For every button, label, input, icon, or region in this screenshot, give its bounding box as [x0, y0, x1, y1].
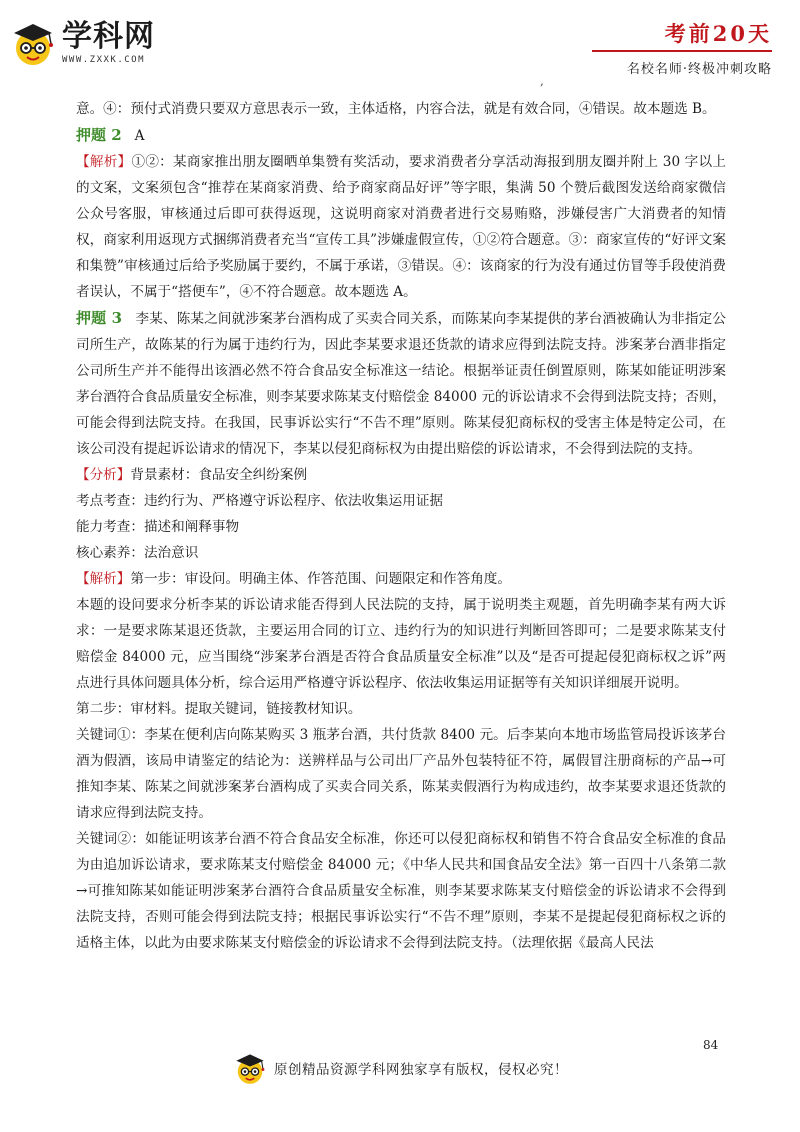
document-body	[76, 96, 726, 956]
logo-name: 学科网	[62, 19, 155, 54]
paragraph: 本题的设问要求分析李某的诉讼请求能否得到人民法院的支持，属于说明类主观题，首先明确李某有两大诉求：一是要求陈某退还货款，主要运用合同的订立、违约行为的知识进行判断回答即可；二是要求陈某支付赔偿金 84000 元，应当围绕“涉案茅台酒是否符合食品质量安全标准”以及“是否可提起侵犯商标权之诉”两点进行具体问题具体分析，综合运用严格遵守诉讼程序、依法收集运用证据等有关知识详细展开说明。	[76, 597, 726, 691]
paragraph: 关键词①：李某在便利店向陈某购买 3 瓶茅台酒，共付货款 8400 元。后李某向本地市场监管局投诉该茅台酒为假酒，该局申请鉴定的结论为：送辨样品与公司出厂产品外包装特征不符，属假冒注册商标的产品→可推知李某、陈某之间就涉案茅台酒构成了买卖合同关系，陈某卖假酒行为构成违约，故李某要求退还货款的请求应得到法院支持。	[76, 727, 726, 821]
analysis-paragraph	[76, 566, 726, 592]
paragraph: 核心素养：法治意识	[76, 545, 199, 561]
graduate-mascot-icon	[232, 1050, 268, 1086]
paragraph: 能力考查：描述和阐释事物	[76, 519, 240, 535]
page-footer	[0, 1050, 800, 1086]
analysis-tag: 【分析】	[76, 467, 131, 483]
stray-mark: ,	[540, 74, 544, 88]
analysis-text: 第一步：审设问。明确主体、作答范围、问题限定和作答角度。	[130, 571, 511, 587]
logo-url: WWW.ZXXK.COM	[62, 55, 146, 65]
analysis-text: 背景素材：食品安全纠纷案例	[130, 467, 308, 483]
question-label: 押题 2	[76, 126, 122, 144]
answer-line	[76, 122, 726, 149]
page-number: 84	[703, 1038, 719, 1052]
header-title: 考前20天	[664, 21, 772, 46]
paragraph: 意。④：预付式消费只要双方意思表示一致，主体适格，内容合法，就是有效合同，④错误。故本题选 B。	[76, 101, 716, 117]
copyright-notice: 原创精品资源学科网独家享有版权，侵权必究！	[274, 1062, 568, 1078]
analysis-text: ①②：某商家推出朋友圈晒单集赞有奖活动，要求消费者分享活动海报到朋友圈并附上 30 字以上的文案，文案须包含“推荐在某商家消费、给予商家商品好评”等字眼，集满 50 个赞后截图发送给商家微信公众号客服，审核通过后即可获得返现，这说明商家对消费者进行交易贿赂，涉嫌侵害广大消费者的知情权，商家利用返现方式捆绑消费者充当“宣传工具”涉嫌虚假宣传，①②符合题意。③：商家宣传的“好评文案和集赞”审核通过后给予奖励属于要约，不属于承诺，③错误。④：该商家的行为没有通过仿冒等手段使消费者误认，不属于“搭便车”，④不符合题意。故本题选 A。	[76, 154, 727, 300]
site-logo[interactable]	[8, 18, 155, 68]
question-label: 押题 3	[76, 309, 123, 327]
answer-paragraph	[76, 305, 726, 462]
answer-text: A	[134, 128, 145, 144]
analysis-paragraph	[76, 462, 726, 488]
analysis-tag: 【解析】	[76, 154, 132, 170]
header-divider	[592, 50, 772, 52]
header-subtitle: 名校名师·终极冲刺攻略	[626, 62, 772, 77]
graduate-mascot-icon	[8, 18, 58, 68]
answer-text: 李某、陈某之间就涉案茅台酒构成了买卖合同关系，而陈某向李某提供的茅台酒被确认为非指定公司所生产，故陈某的行为属于违约行为，因此李某要求退还货款的请求应得到法院支持。涉案茅台酒非指定公司所生产并不能得出该酒必然不符合食品安全标准这一结论。根据举证责任倒置原则，陈某如能证明涉案茅台酒符合食品质量安全标准，则李某要求陈某支付赔偿金 84000 元的诉讼请求不会得到法院支持；否则，可能会得到法院支持。在我国，民事诉讼实行“不告不理”原则。陈某侵犯商标权的受害主体是特定公司，在该公司没有提起诉讼请求的情况下，李某以侵犯商标权为由提出赔偿的诉讼请求，不会得到法院的支持。	[76, 311, 727, 457]
page-header	[0, 0, 800, 90]
analysis-paragraph	[76, 149, 726, 305]
paragraph: 关键词②：如能证明该茅台酒不符合食品安全标准，你还可以侵犯商标权和销售不符合食品安全标准的食品为由追加诉讼请求，要求陈某支付赔偿金 84000 元；《中华人民共和国食品安全法》第一百四十八条第二款→可推知陈某如能证明涉案茅台酒符合食品质量安全标准，则李某要求陈某支付赔偿金的诉讼请求不会得到法院支持，否则可能会得到法院支持；根据民事诉讼实行“不告不理”原则，李某不是提起侵犯商标权之诉的适格主体，以此为由要求陈某支付赔偿金的诉讼请求不会得到法院支持。（法理依据《最高人民法	[76, 831, 726, 951]
paragraph: 考点考查：违约行为、严格遵守诉讼程序、依法收集运用证据	[76, 493, 444, 509]
paragraph: 第二步：审材料。提取关键词，链接教材知识。	[76, 701, 362, 717]
analysis-tag: 【解析】	[76, 571, 131, 587]
